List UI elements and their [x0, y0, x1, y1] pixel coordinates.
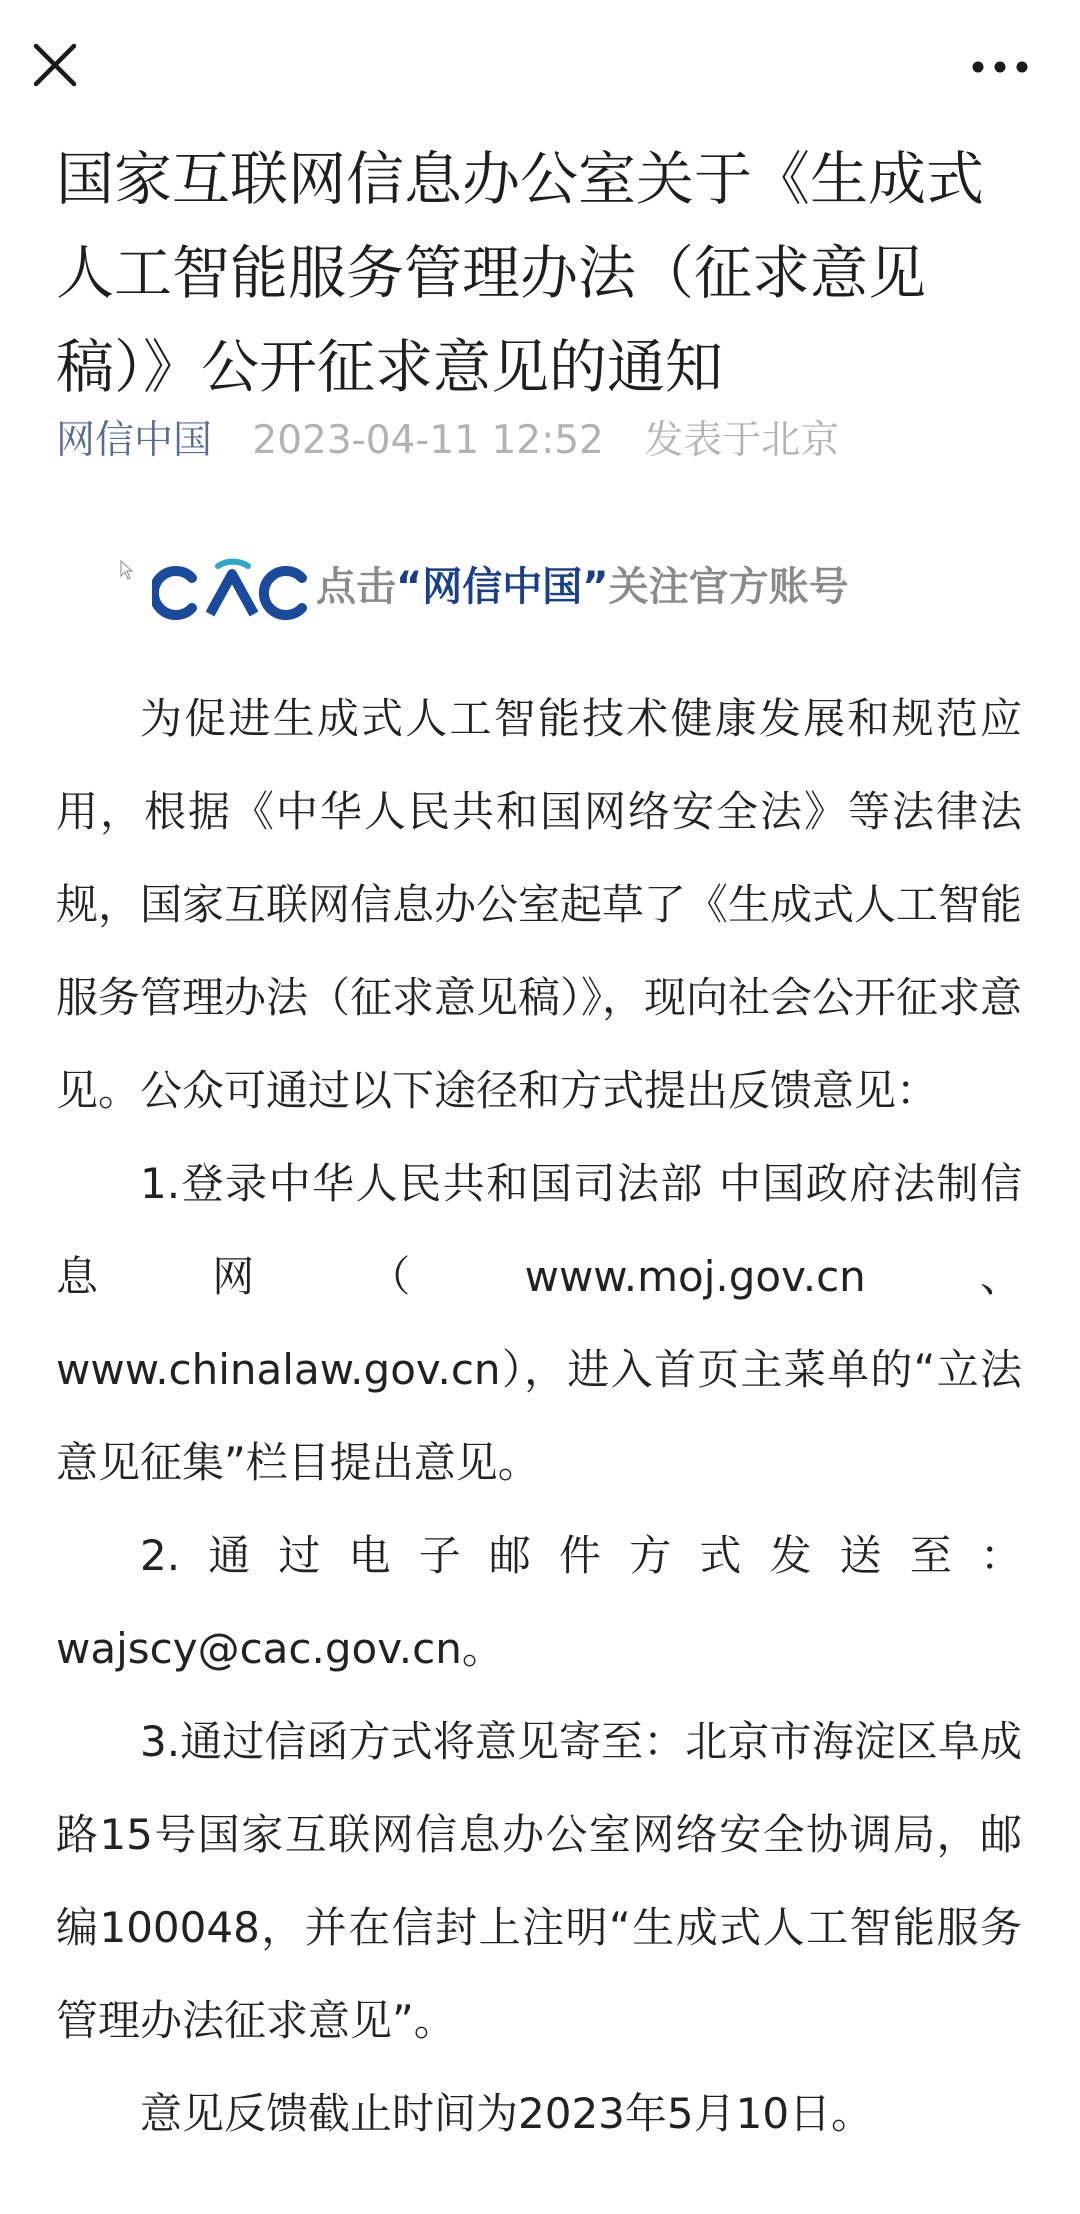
intro-paragraph: 为促进生成式人工智能技术健康发展和规范应用，根据《中华人民共和国网络安全法》等法律法规，国家互联网信息办公室起草了《生成式人工智能服务管理办法（征求意见稿）》，现向社会公开征求意见。公众可通过以下途径和方式提出反馈意见： [56, 694, 1023, 1115]
follow-account-text [316, 552, 849, 622]
method-3-paragraph: 3.通过信函方式将意见寄至：北京市海淀区阜成路15号国家互联网信息办公室网络安全协调局，邮编100048，并在信封上注明“生成式人工智能服务管理办法征求意见”。 [56, 1717, 1022, 2045]
follow-prefix: 点击 [316, 564, 396, 610]
follow-account-banner[interactable] [120, 548, 980, 628]
official-account-name: “网信中国” [396, 564, 609, 610]
top-navigation-bar [0, 0, 1080, 140]
publish-location: 发表于北京 [644, 418, 840, 463]
method-1-line-1: 1.登录中华人民共和国司法部 中国政府法制信息网（www.moj.gov.cn、 [56, 1159, 1022, 1301]
cac-logo [152, 552, 322, 624]
cursor-icon [120, 560, 134, 580]
author-link[interactable]: 网信中国 [56, 418, 213, 463]
article-body [56, 672, 1022, 2160]
method-2-email: wajscy@cac.gov.cn。 [56, 1624, 504, 1673]
method-1-line-2: www.chinalaw.gov.cn），进入首页主菜单的“立法意见征集”栏目提出意见。 [56, 1345, 1022, 1487]
follow-suffix: 关注官方账号 [608, 564, 849, 610]
more-icon[interactable] [968, 52, 1032, 82]
publish-datetime: 2023-04-11 12:52 [252, 418, 604, 463]
method-2-line-1: 2.通过电子邮件方式发送至： [140, 1531, 1022, 1580]
article-title: 国家互联网信息办公室关于《生成式人工智能服务管理办法（征求意见稿）》公开征求意见的通知 [56, 145, 985, 401]
deadline-paragraph: 意见反馈截止时间为2023年5月10日。 [140, 2089, 874, 2138]
article-meta [56, 410, 1036, 472]
close-icon[interactable] [28, 38, 82, 92]
